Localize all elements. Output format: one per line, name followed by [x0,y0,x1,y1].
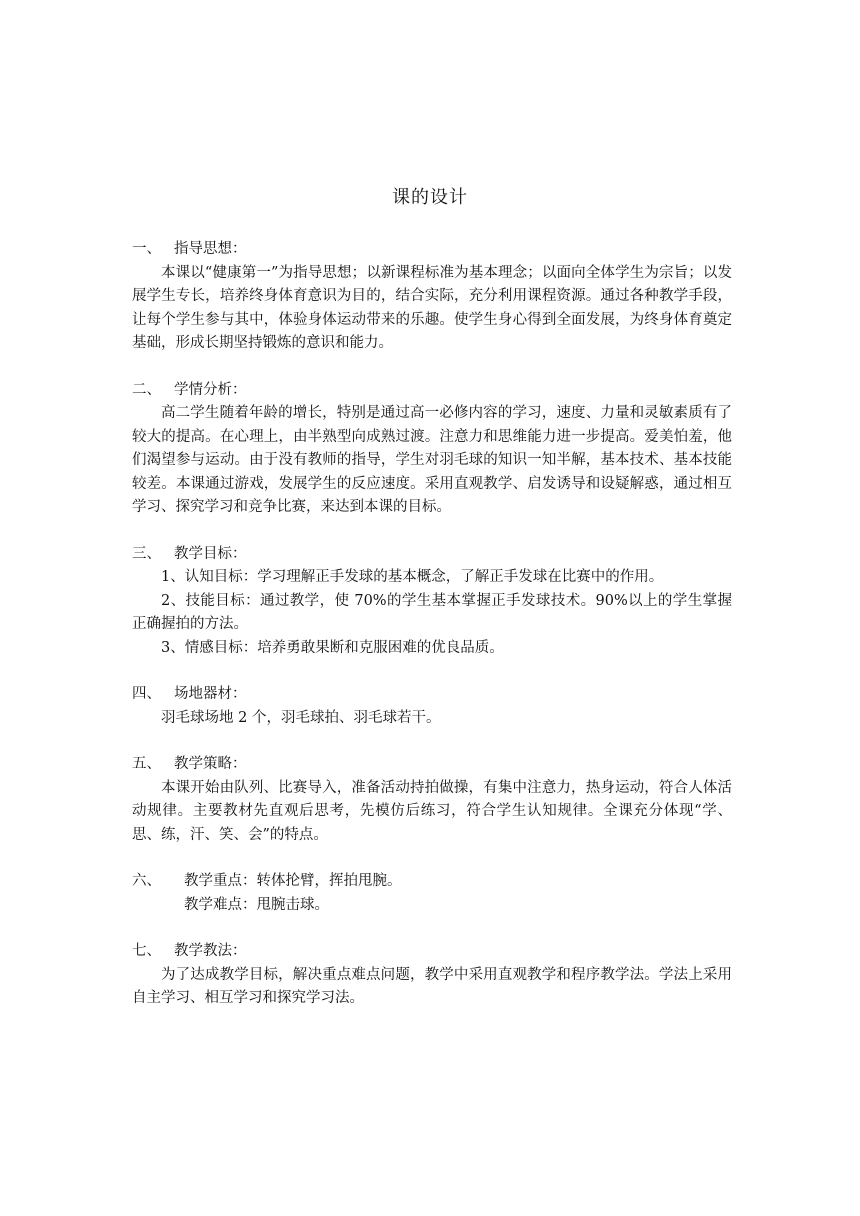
section-heading [132,543,732,567]
difficult-point: 教学难点：甩腕击球。 [184,896,329,913]
section-number: 七、 [132,943,161,959]
objective-cognitive: 1、认知目标：学习理解正手发球的基本概念，了解正手发球在比赛中的作用。 [161,569,664,585]
section-paragraph: 高二学生随着年龄的增长，特别是通过高一必修内容的学习，速度、力量和灵敏素质有了较大的提高。在心理上，由半熟型向成熟过渡。注意力和思维能力进一步提高。爱美怕羞，他们渴望参与运动。由于没有教师的指导，学生对羽毛球的知识一知半解，基本技术、基本技能较差。本课通过游戏，发展学生的反应速度。采用直观教学、启发诱导和设疑解惑，通过相互学习、探究学习和竞争比赛，来达到本课的目标。 [132,405,732,515]
section-number: 一、 [132,241,161,257]
section-teaching-objectives [132,543,732,661]
section-teaching-strategy [132,753,732,847]
section-heading [132,940,732,964]
section-student-analysis [132,379,732,520]
section-heading [132,753,732,777]
document-title: 课的设计 [392,187,468,208]
section-key-points [132,870,732,917]
section-guiding-ideology [132,238,732,356]
section-title: 教学策略： [174,756,247,772]
section-paragraph: 本课以“健康第一”为指导思想；以新课程标准为基本理念；以面向全体学生为宗旨；以发展学生专长，培养终身体育意识为目的，结合实际，充分利用课程资源。通过各种教学手段，让每个学生参与其中，体验身体运动带来的乐趣。使学生身心得到全面发展，为终身体育奠定基础，形成长期坚持锻炼的意识和能力。 [132,264,732,351]
section-heading [132,238,732,262]
section-teaching-methods [132,940,732,1011]
section-number: 四、 [132,686,161,702]
objective-skill: 2、技能目标：通过教学，使 70%的学生基本掌握正手发球技术。90%以上的学生掌握正确握拍的方法。 [132,592,732,632]
section-title: 教学目标： [174,545,247,562]
section-heading [132,379,732,403]
section-heading [132,683,732,707]
section-title: 场地器材： [174,686,247,702]
document-body [132,238,732,1034]
section-title: 教学重点：转体抡臂，挥拍甩腕。 [184,873,402,889]
section-paragraph: 为了达成教学目标，解决重点难点问题，教学中采用直观教学和程序教学法。学法上采用自主学习、相互学习和探究学习法。 [132,966,732,1006]
section-title: 指导思想： [174,241,247,257]
section-title: 教学教法： [174,943,247,959]
section-heading [132,870,732,894]
section-number: 三、 [132,545,161,562]
section-venue-equipment [132,683,732,730]
section-paragraph: 本课开始由队列、比赛导入，准备活动持拍做操，有集中注意力，热身运动，符合人体活动规律。主要教材先直观后思考，先模仿后练习，符合学生认知规律。全课充分体现“学、思、练，汗、笑、会”的特点。 [132,779,732,843]
section-number: 六、 [132,873,161,889]
section-number: 五、 [132,756,161,772]
section-paragraph: 羽毛球场地 2 个，羽毛球拍、羽毛球若干。 [161,709,441,726]
section-title: 学情分析： [174,381,247,398]
section-number: 二、 [132,381,161,398]
objective-emotional: 3、情感目标：培养勇敢果断和克服困难的优良品质。 [161,639,504,656]
